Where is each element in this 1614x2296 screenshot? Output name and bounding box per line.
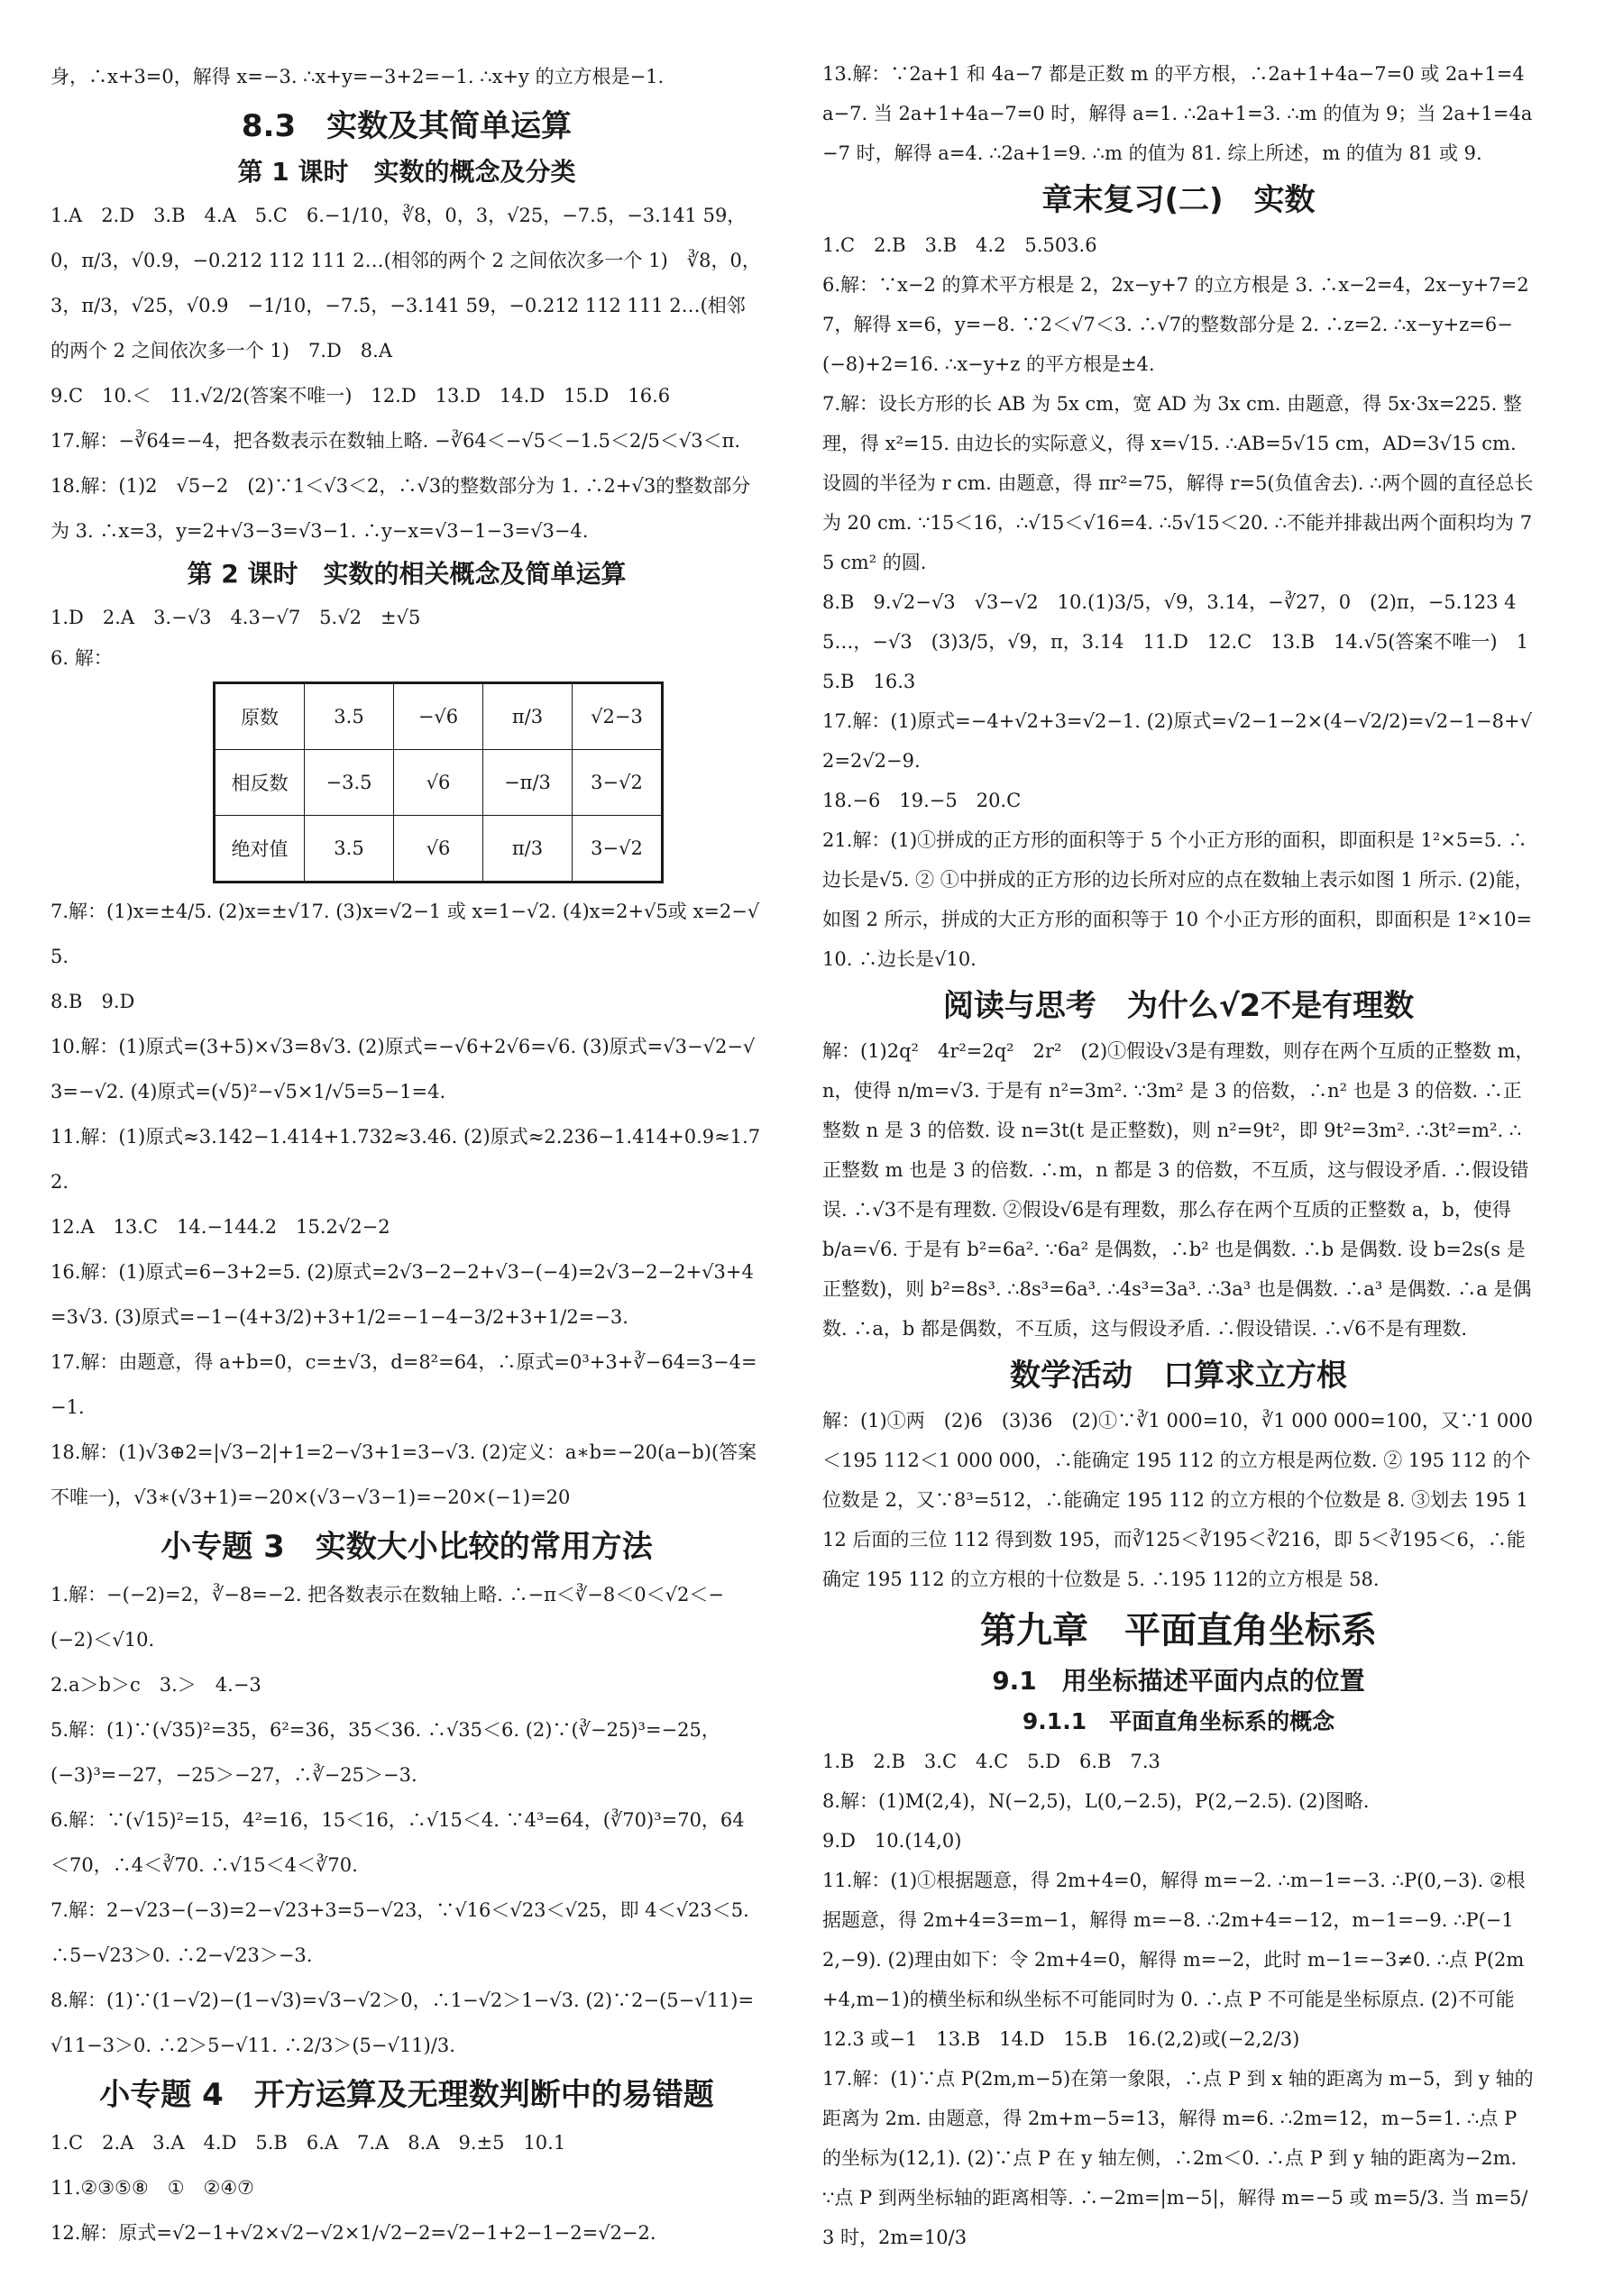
table-cell: √6 xyxy=(394,816,483,883)
paragraph: 解：(1)①两 (2)6 (3)36 (2)①∵∛1 000=10，∛1 000 000=100，又∵1 000＜195 112＜1 000 000，∴能确定 195 112 的立方根是两位数. ② 195 112 的个位数是 2，又∵8³=512，∴能确定 195 112 的立方根的个位数是 8. ③划去 195 112 后面的三位 112 得到数 195，而∛125＜∛195＜∛216，即 5＜∛195＜6，∴能确定 195 112 的立方根的十位数是 5. ∴195 112的立方根是 58. xyxy=(822,1410,1533,1590)
paragraph: 1.C 2.A 3.A 4.D 5.B 6.A 7.A 8.A 9.±5 10.1 xyxy=(50,2132,566,2154)
table-cell: 3−√2 xyxy=(573,750,663,816)
paragraph: 8.B 9.√2−√3 √3−√2 10.(1)3/5，√9，3.14，−∛27，0 (2)π，−5.123 45…，−√3 (3)3/5，√9，π，3.14 11.D 12.C 13.B 14.√5(答案不唯一) 15.B 16.3 xyxy=(822,591,1528,692)
paragraph: 17.解：由题意，得 a+b=0，c=±√3，d=8²=64，∴原式=0³+3+∛−64=3−4=−1. xyxy=(50,1351,757,1418)
paragraph: 17.解：(1)∵点 P(2m,m−5)在第一象限，∴点 P 到 x 轴的距离为 m−5，到 y 轴的距离为 2m. 由题意，得 2m+m−5=13，解得 m=6. ∴2m=12，m−5=1. ∴点 P 的坐标为(12,1). (2)∵点 P 在 y 轴左侧，∴2m＜0. ∴点 P 到 y 轴的距离为−2m. ∵点 P 到两坐标轴的距离相等. ∴−2m=|m−5|，解得 m=−5 或 m=5/3. 当 m=5/3 时，2m=10/3 xyxy=(822,2068,1534,2248)
table-cell: 绝对值 xyxy=(215,816,305,883)
lesson-heading: 第 1 课时 实数的概念及分类 xyxy=(237,157,576,187)
answer-table xyxy=(213,681,664,883)
paragraph: 11.②③⑤⑧ ① ②④⑦ xyxy=(50,2177,255,2199)
paragraph: 6.解：∵x−2 的算术平方根是 2，2x−y+7 的立方根是 3. ∴x−2=4，2x−y+7=27，解得 x=6，y=−8. ∵2＜√7＜3. ∴√7的整数部分是 2. ∴z=2. ∴x−y+z=6−(−8)+2=16. ∴x−y+z 的平方根是±4. xyxy=(822,274,1529,375)
paragraph: 1.D 2.A 3.−√3 4.3−√7 5.√2 ±√5 xyxy=(50,607,421,628)
paragraph: 11.解：(1)①根据题意，得 2m+4=0，解得 m=−2. ∴m−1=−3. ∴P(0,−3). ②根据题意，得 2m+4=3=m−1，解得 m=−8. ∴2m+4=−12，m−1=−9. ∴P(−12,−9). (2)理由如下：令 2m+4=0，解得 m=−2，此时 m−1=−3≠0. ∴点 P(2m+4,m−1)的横坐标和纵坐标不可能同时为 0. ∴点 P 不可能是坐标原点. (2)不可能 xyxy=(822,1870,1526,2010)
section-heading: 数学活动 口算求立方根 xyxy=(1010,1358,1347,1394)
paragraph: 21.解：(1)①拼成的正方形的面积等于 5 个小正方形的面积，即面积是 1²×5=5. ∴边长是√5. ② ①中拼成的正方形的边长所对应的点在数轴上表示如图 1 所示. (2)能，如图 2 所示，拼成的大正方形的面积等于 10 个小正方形的面积，即面积是 1²×10=10. ∴边长是√10. xyxy=(822,829,1534,970)
table-cell: 3−√2 xyxy=(573,816,663,883)
chapter-heading: 第九章 平面直角坐标系 xyxy=(980,1610,1377,1651)
table-row xyxy=(215,683,663,750)
table-cell: 3.5 xyxy=(305,816,394,883)
table-cell: √2−3 xyxy=(573,683,663,750)
table-cell: √6 xyxy=(394,750,483,816)
section-heading: 小专题 3 实数大小比较的常用方法 xyxy=(160,1529,653,1565)
section-heading: 章末复习(二) 实数 xyxy=(1041,182,1316,218)
right-column xyxy=(822,54,1535,2257)
table-cell: 相反数 xyxy=(215,750,305,816)
paragraph: 1.A 2.D 3.B 4.A 5.C 6.−1/10，∛8，0，3，√25，−7.5̇，−3.141 59，0，π/3，√0.9，−0.212 112 111 2…(相邻的两个 2 之间依次多一个 1) ∛8，0，3，π/3，√25，√0.9 −1/10，−7.5̇，−3.141 59，−0.212 112 111 2…(相邻的两个 2 之间依次多一个 1) 7.D 8.A xyxy=(50,205,761,361)
paragraph: 13.解：∵2a+1 和 4a−7 都是正数 m 的平方根，∴2a+1+4a−7=0 或 2a+1=4a−7. 当 2a+1+4a−7=0 时，解得 a=1. ∴2a+1=3. ∴m 的值为 9；当 2a+1=4a−7 时，解得 a=4. ∴2a+1=9. ∴m 的值为 81. 综上所述，m 的值为 81 或 9. xyxy=(822,63,1533,164)
table-cell: −3.5 xyxy=(305,750,394,816)
paragraph: 18.解：(1)2 √5−2 (2)∵1＜√3＜2，∴√3的整数部分为 1. ∴2+√3的整数部分为 3. ∴x=3，y=2+√3−3=√3−1. ∴y−x=√3−1−3=√3−4. xyxy=(50,475,751,542)
paragraph: 7.解：设长方形的长 AB 为 5x cm，宽 AD 为 3x cm. 由题意，得 5x·3x=225. 整理，得 x²=15. 由边长的实际意义，得 x=√15. ∴AB=5√15 cm，AD=3√15 cm. 设圆的半径为 r cm. 由题意，得 πr²=75，解得 r=5(负值舍去). ∴两个圆的直径总长为 20 cm. ∵15＜16，∴√15＜√16=4. ∴5√15＜20. ∴不能并排裁出两个面积均为 75 cm² 的圆. xyxy=(822,393,1534,573)
paragraph: 10.解：(1)原式=(3+5)×√3=8√3. (2)原式=−√6+2√6=√6. (3)原式=√3−√2−√3=−√2. (4)原式=(√5)²−√5×1/√5=5−1=4. xyxy=(50,1036,756,1102)
paragraph: 12.3 或−1 13.B 14.D 15.B 16.(2,2)或(−2,2/3) xyxy=(822,2028,1300,2050)
table-cell: π/3 xyxy=(483,816,573,883)
table-cell: π/3 xyxy=(483,683,573,750)
paragraph: 1.B 2.B 3.C 4.C 5.D 6.B 7.3 xyxy=(822,1751,1160,1772)
section-heading: 阅读与思考 为什么√2不是有理数 xyxy=(942,988,1415,1024)
table-cell: −π/3 xyxy=(483,750,573,816)
paragraph: 9.D 10.(14,0) xyxy=(822,1830,962,1852)
paragraph: 解：(1)2q² 4r²=2q² 2r² (2)①假设√3是有理数，则存在两个互质的正整数 m，n，使得 n/m=√3. 于是有 n²=3m². ∵3m² 是 3 的倍数，∴n² 也是 3 的倍数. ∴正整数 n 是 3 的倍数. 设 n=3t(t 是正整数)，则 n²=9t²，即 9t²=3m². ∴3t²=m². ∴正整数 m 也是 3 的倍数. ∴m，n 都是 3 的倍数，不互质，这与假设矛盾. ∴假设错误. ∴√3不是有理数. ②假设√6是有理数，那么存在两个互质的正整数 a，b，使得 b/a=√6. 于是有 b²=6a². ∵6a² 是偶数，∴b² 也是偶数. ∴b 是偶数. 设 b=2s(s 是正整数)，则 b²=8s³. ∴8s³=6a³. ∴4s³=3a³. ∴3a³ 也是偶数. ∴a³ 是偶数. ∴a 是偶数. ∴a，b 都是偶数，不互质，这与假设矛盾. ∴假设错误. ∴√6不是有理数. xyxy=(822,1040,1535,1340)
paragraph: 7.解：(1)x=±4/5. (2)x=±√17. (3)x=√2−1 或 x=1−√2. (4)x=2+√5或 x=2−√5. xyxy=(50,901,760,967)
paragraph: 16.解：(1)原式=6−3+2=5. (2)原式=2√3−2−2+√3−(−4)=2√3−2−2+√3+4=3√3. (3)原式=−1−(4+3/2)+3+1/2=−1−4−3/2+3+1/2=−3. xyxy=(50,1261,754,1328)
paragraph: 8.解：(1)M(2,4)，N(−2,5)，L(0,−2.5)，P(2,−2.5). (2)图略. xyxy=(822,1790,1370,1812)
paragraph: 身，∴x+3=0，解得 x=−3. ∴x+y=−3+2=−1. ∴x+y 的立方根是−1. xyxy=(50,66,665,87)
paragraph: 1.解：−(−2)=2，∛−8=−2. 把各数表示在数轴上略. ∴−π＜∛−8＜0＜√2＜−(−2)＜√10. xyxy=(50,1584,724,1651)
table-cell: 3.5 xyxy=(305,683,394,750)
section-heading: 小专题 4 开方运算及无理数判断中的易错题 xyxy=(99,2077,714,2113)
left-column xyxy=(50,54,763,2255)
paragraph: 6.解：∵(√15)²=15，4²=16，15＜16，∴√15＜4. ∵4³=64，(∛70)³=70，64＜70，∴4＜∛70. ∴√15＜4＜∛70. xyxy=(50,1809,745,1876)
paragraph: 12.A 13.C 14.−144.2 15.2√2−2 xyxy=(50,1216,390,1238)
paragraph: 1.C 2.B 3.B 4.2 5.503.6 xyxy=(822,234,1097,256)
paragraph: 2.a＞b＞c 3.＞ 4.−3 xyxy=(50,1674,261,1696)
table-cell: −√6 xyxy=(394,683,483,750)
paragraph: 8.解：(1)∵(1−√2)−(1−√3)=√3−√2＞0，∴1−√2＞1−√3. (2)∵2−(5−√11)=√11−3＞0. ∴2＞5−√11. ∴2/3＞(5−√11)/3. xyxy=(50,1990,755,2056)
table-row xyxy=(215,750,663,816)
paragraph: 7.解：2−√23−(−3)=2−√23+3=5−√23，∵√16＜√23＜√25，即 4＜√23＜5. ∴5−√23＞0. ∴2−√23＞−3. xyxy=(50,1899,749,1966)
paragraph: 5.解：(1)∵(√35)²=35，6²=36，35＜36. ∴√35＜6. (2)∵(∛−25)³=−25，(−3)³=−27，−25＞−27，∴∛−25＞−3. xyxy=(50,1719,720,1786)
subsection-heading: 9.1.1 平面直角坐标系的概念 xyxy=(1022,1708,1335,1734)
paragraph: 11.解：(1)原式≈3.142−1.414+1.732≈3.46. (2)原式≈2.236−1.414+0.9≈1.72. xyxy=(50,1126,761,1193)
paragraph: 18.解：(1)√3⊕2=|√3−2|+1=2−√3+1=3−√3. (2)定义：a∗b=−20(a−b)(答案不唯一)，√3∗(√3+1)=−20×(√3−√3−1)=−20×(−1)=20 xyxy=(50,1441,757,1508)
paragraph: 8.B 9.D xyxy=(50,991,135,1012)
table-row xyxy=(215,816,663,883)
paragraph: 12.解：原式=√2−1+√2×√2−√2×1/√2−2=√2−1+2−1−2=√2−2. xyxy=(50,2222,656,2244)
paragraph: 17.解：−∛64=−4，把各数表示在数轴上略. −∛64＜−√5＜−1.5＜2/5＜√3＜π. xyxy=(50,430,741,452)
section-heading: 8.3 实数及其简单运算 xyxy=(241,108,573,144)
section-heading: 9.1 用坐标描述平面内点的位置 xyxy=(992,1666,1365,1696)
paragraph: 9.C 10.＜ 11.√2/2(答案不唯一) 12.D 13.D 14.D 15.D 16.6 xyxy=(50,385,671,407)
question-label: 6. 解： xyxy=(50,647,113,669)
paragraph: 17.解：(1)原式=−4+√2+3=√2−1. (2)原式=√2−1−2×(4−√2/2)=√2−1−8+√2=2√2−9. xyxy=(822,710,1532,772)
lesson-heading: 第 2 课时 实数的相关概念及简单运算 xyxy=(187,559,627,589)
paragraph: 18.−6 19.−5 20.C xyxy=(822,790,1022,811)
table-cell: 原数 xyxy=(215,683,305,750)
